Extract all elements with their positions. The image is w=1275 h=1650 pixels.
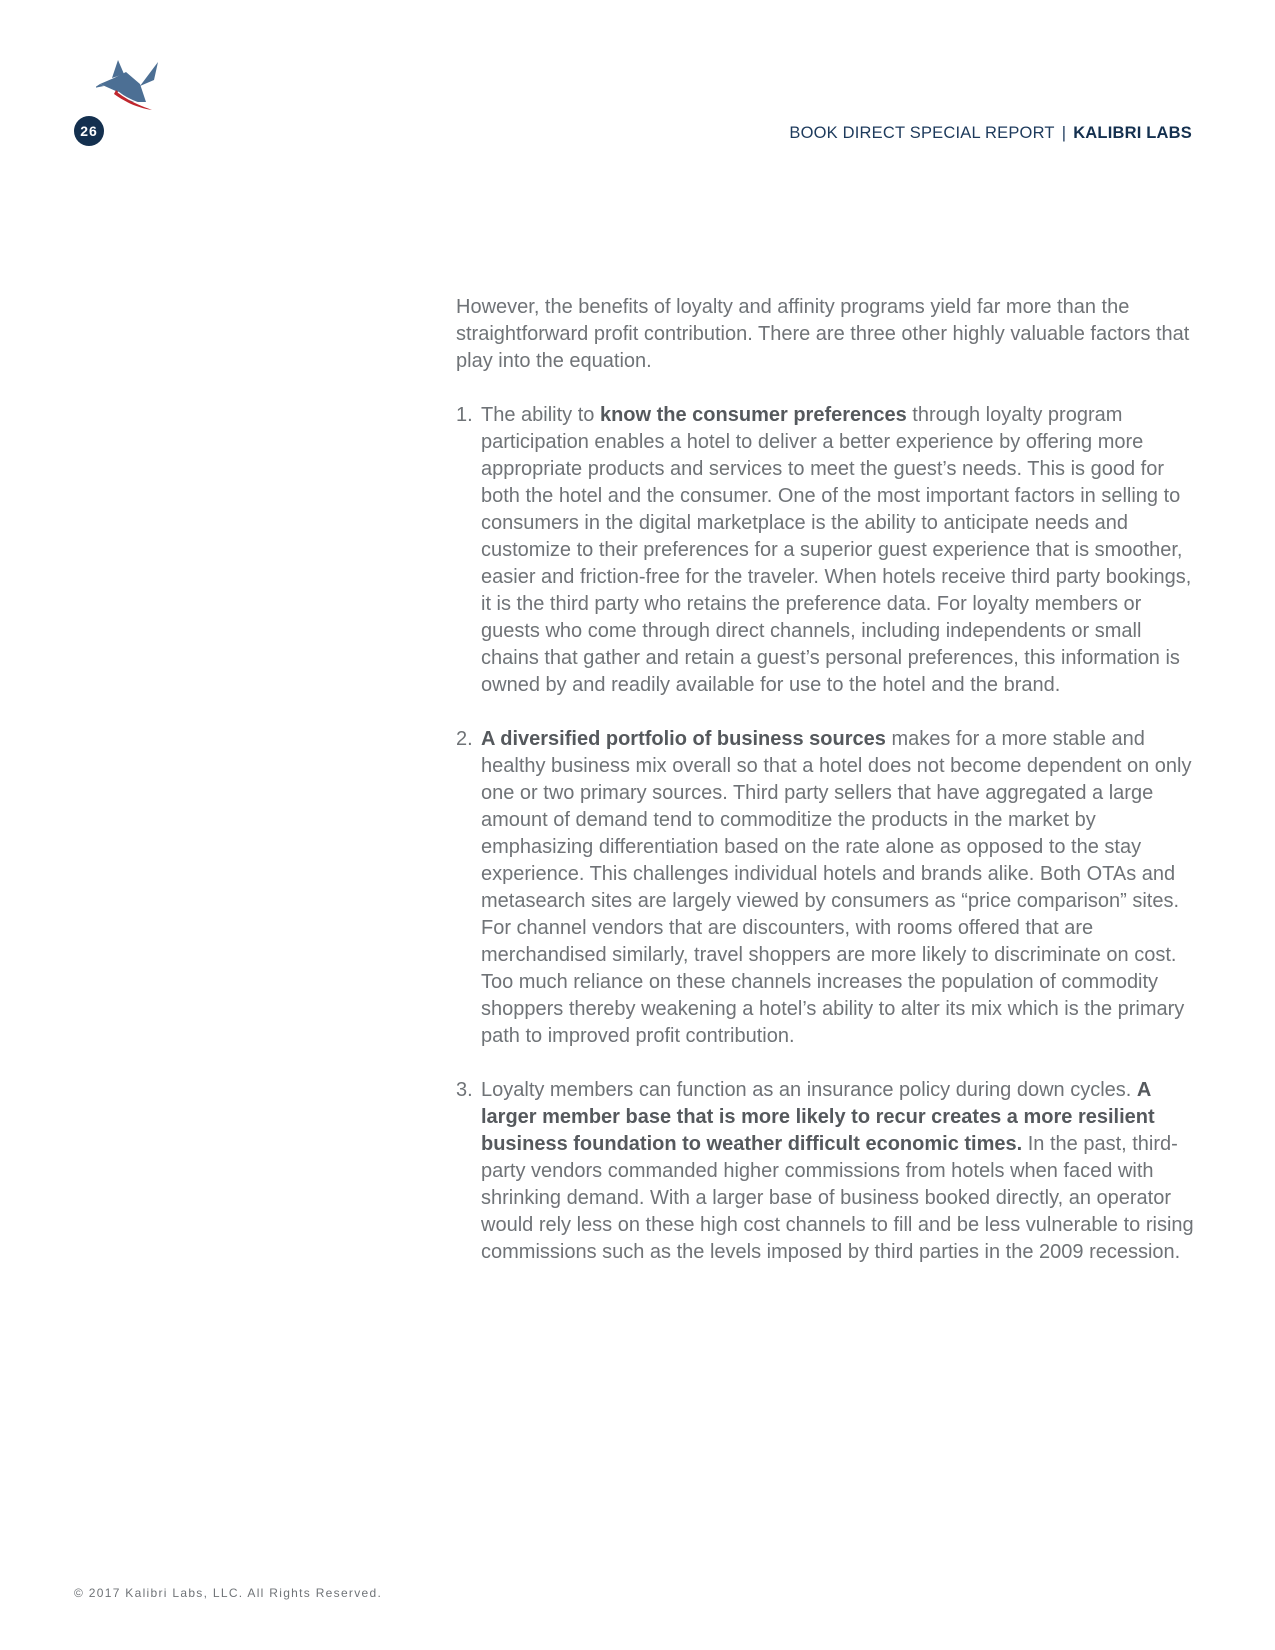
list-item-text-after: makes for a more stable and healthy business mix overall so that a hotel does not become dependent on only one or two primary sources. Third party sellers that have aggregated a large amount of demand tend to commoditize the products in the market by emphasizing differentiation based on the rate alone as opposed to the stay experience. This challenges individual hotels and brands alike. Both OTAs and metasearch sites are largely viewed by consumers as “price comparison” sites. For channel vendors that are discounters, with rooms offered that are merchandised similarly, travel shoppers are more likely to discriminate on cost. Too much reliance on these channels increases the population of commodity shoppers thereby weakening a hotel’s ability to alter its mix which is the primary path to improved profit contribution.: [481, 728, 1192, 1047]
main-content: [456, 294, 1200, 1293]
list-item-bold-text: A diversified portfolio of business sources: [481, 728, 886, 750]
brand-name: KALIBRI LABS: [1073, 124, 1192, 142]
intro-paragraph: However, the benefits of loyalty and affinity programs yield far more than the straightforward profit contribution. There are three other highly valuable factors that play into the equation.: [456, 296, 1190, 372]
list-item-text-after: through loyalty program participation enables a hotel to deliver a better experience by offering more appropriate products and services to meet the guest’s needs. This is good for both the hotel and the consumer. One of the most important factors in selling to consumers in the digital marketplace is the ability to anticipate needs and customize to their preferences for a superior guest experience that is smoother, easier and friction-free for the traveler. When hotels receive third party bookings, it is the third party who retains the preference data. For loyalty members or guests who come through direct channels, including independents or small chains that gather and retain a guest’s personal preferences, this information is owned by and readily available for use to the hotel and the brand.: [481, 404, 1192, 696]
benefit-list: [456, 402, 1200, 1266]
list-item: [456, 402, 1200, 699]
report-title: BOOK DIRECT SPECIAL REPORT: [789, 124, 1055, 142]
list-item-number: 3.: [456, 1079, 473, 1101]
kalibri-hummingbird-logo: [96, 58, 162, 124]
page-number-badge: [74, 116, 104, 146]
header-separator: |: [1061, 124, 1067, 142]
copyright-footer: © 2017 Kalibri Labs, LLC. All Rights Reserved.: [74, 1586, 383, 1600]
list-item: [456, 1077, 1200, 1266]
list-item-text-before: The ability to: [481, 404, 600, 426]
list-item-number: 2.: [456, 728, 473, 750]
list-item-text-after: In the past, third-party vendors commanded higher commissions from hotels when faced with shrinking demand. With a larger base of business booked directly, an operator would rely less on these high cost channels to fill and be less vulnerable to rising commissions such as the levels imposed by third parties in the 2009 recession.: [481, 1133, 1194, 1263]
page-number: 26: [80, 123, 98, 139]
list-item-bold-text: A larger member base that is more likely to recur creates a more resilient business foundation to weather difficult economic times.: [481, 1079, 1155, 1155]
report-header: [789, 124, 1192, 143]
list-item-bold-text: know the consumer preferences: [599, 404, 907, 426]
list-item: [456, 726, 1200, 1050]
list-item-text-before: Loyalty members can function as an insurance policy during down cycles.: [481, 1079, 1137, 1101]
list-item-number: 1.: [456, 404, 473, 426]
